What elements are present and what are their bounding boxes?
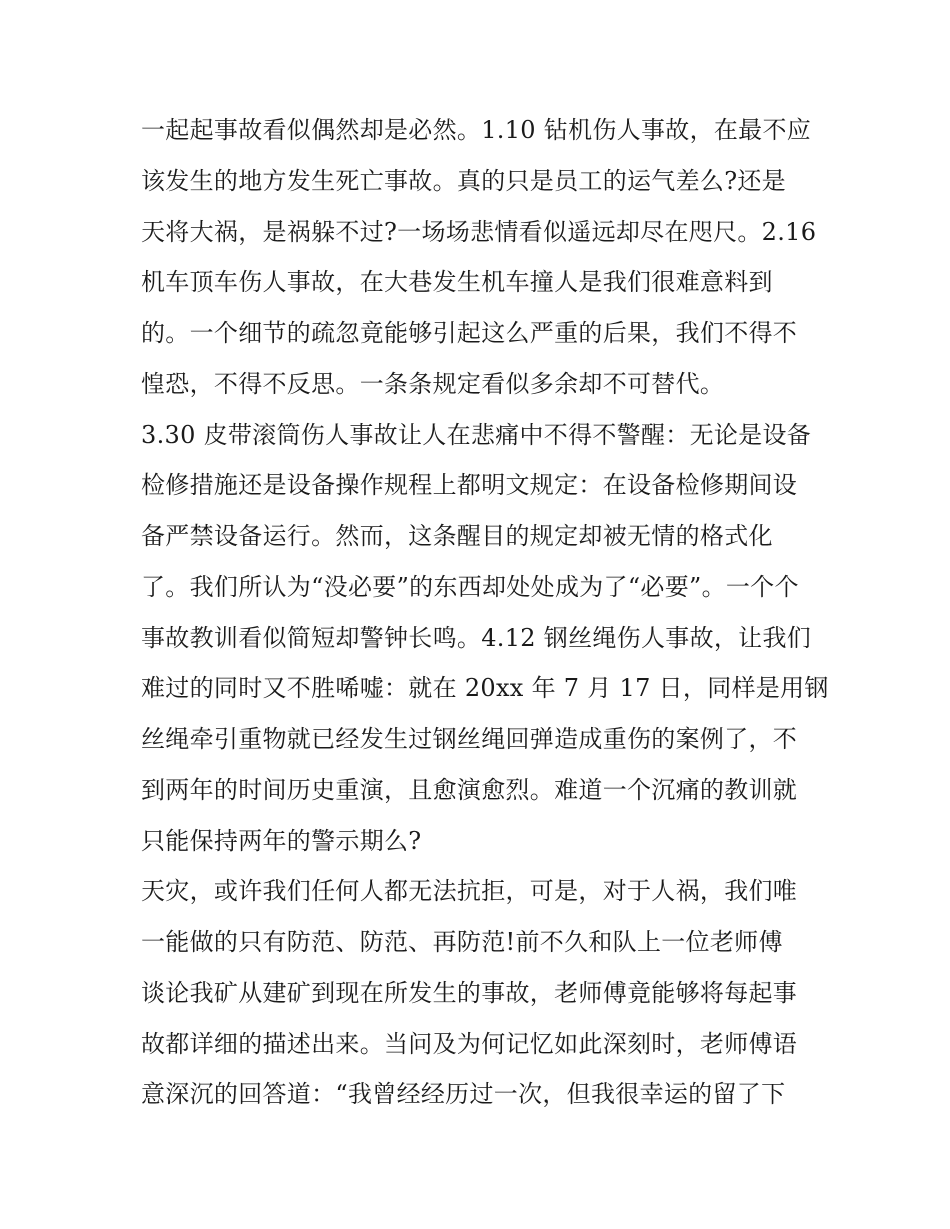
text-line: 该发生的地方发生死亡事故。真的只是员工的运气差么?还是 xyxy=(141,166,786,195)
text-line: 惶恐，不得不反思。一条条规定看似多余却不可替代。 xyxy=(141,369,725,398)
text-line: 一起起事故看似偶然却是必然。1.10 钻机伤人事故，在最不应 xyxy=(141,116,812,144)
text-line: 了。我们所认为“没必要”的东西却处处成为了“必要”。一个个 xyxy=(141,572,799,601)
text-line: 丝绳牵引重物就已经发生过钢丝绳回弹造成重伤的案例了，不 xyxy=(141,725,798,753)
text-line: 天将大祸，是祸躲不过?一场场悲情看似遥远却尽在咫尺。2.16 xyxy=(141,217,817,246)
text-line: 到两年的时间历史重演，且愈演愈烈。难道一个沉痛的教训就 xyxy=(141,775,798,804)
text-line: 的。一个细节的疏忽竟能够引起这么严重的后果，我们不得不 xyxy=(141,319,798,347)
text-line: 意深沉的回答道：“我曾经经历过一次，但我很幸运的留了下 xyxy=(141,1080,786,1109)
text-line: 只能保持两年的警示期么? xyxy=(141,826,422,855)
text-line: 谈论我矿从建矿到现在所发生的事故，老师傅竟能够将每起事 xyxy=(141,978,798,1007)
text-line: 一能做的只有防范、防范、再防范!前不久和队上一位老师傅 xyxy=(141,928,783,956)
text-line: 难过的同时又不胜唏嘘：就在 20xx 年 7 月 17 日，同样是用钢 xyxy=(141,674,829,703)
text-line: 故都详细的描述出来。当问及为何记忆如此深刻时，老师傅语 xyxy=(141,1029,798,1058)
text-line: 3.30 皮带滚筒伤人事故让人在悲痛中不得不警醒：无论是设备 xyxy=(141,420,812,449)
text-line: 备严禁设备运行。然而，这条醒目的规定却被无情的格式化 xyxy=(141,522,773,550)
text-line: 机车顶车伤人事故，在大巷发生机车撞人是我们很难意料到 xyxy=(141,268,773,297)
text-line: 天灾，或许我们任何人都无法抗拒，可是，对于人祸，我们唯 xyxy=(141,877,798,906)
text-line: 检修措施还是设备操作规程上都明文规定：在设备检修期间设 xyxy=(141,471,798,500)
text-line: 事故教训看似简短却警钟长鸣。4.12 钢丝绳伤人事故，让我们 xyxy=(141,623,812,652)
